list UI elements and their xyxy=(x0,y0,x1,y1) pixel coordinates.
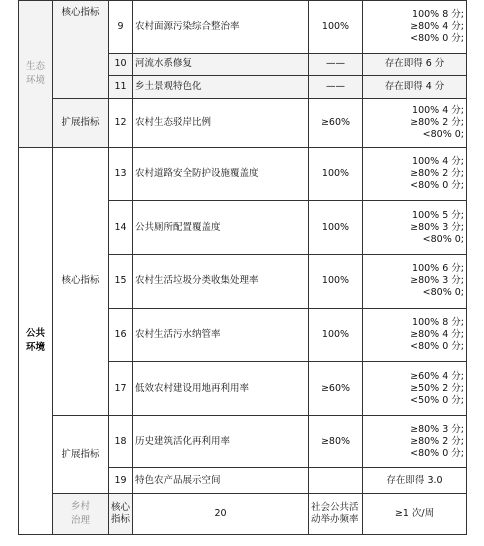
indicator-score: 100% 8 分; ≥80% 4 分; <80% 0 分; xyxy=(363,1,467,54)
indicator-score: 100% 5 分; ≥80% 3 分; <80% 0; xyxy=(363,201,467,255)
row-number: 19 xyxy=(109,468,133,494)
indicator-score: 存在即得 4 分 xyxy=(363,76,467,99)
indicator-target: —— xyxy=(309,76,363,99)
indicator-name: 历史建筑活化再利用率 xyxy=(133,415,309,468)
indicator-name: 农村生活垃圾分类收集处理率 xyxy=(133,255,309,309)
indicator-target: ≥80% xyxy=(309,415,363,468)
indicator-name: 农村面源污染综合整治率 xyxy=(133,1,309,54)
indicator-score: 100% 4 分; ≥80% 2 分; <80% 0 分; xyxy=(363,147,467,201)
table-row xyxy=(19,415,467,468)
indicator-target: 100% xyxy=(309,201,363,255)
indicator-name: 社会公共活动举办频率 xyxy=(309,494,363,535)
indicator-score: ≥80% 3 分; ≥80% 2 分; <80% 0 分; xyxy=(363,415,467,468)
row-number: 11 xyxy=(109,76,133,99)
indicator-name: 农村生态驳岸比例 xyxy=(133,98,309,147)
group-ext-public: 扩展指标 xyxy=(53,415,109,493)
row-number: 13 xyxy=(109,147,133,201)
row-number: 15 xyxy=(109,255,133,309)
indicator-score: 100% 4 分; ≥80% 2 分; <80% 0; xyxy=(363,98,467,147)
indicator-target: ≥60% xyxy=(309,98,363,147)
table-row xyxy=(19,147,467,201)
group-core-gov: 核心指标 xyxy=(109,494,133,535)
indicator-target: 100% xyxy=(309,308,363,362)
indicator-score: 100% 6 分; ≥80% 3 分; <80% 0; xyxy=(363,255,467,309)
indicator-table xyxy=(18,0,467,535)
table-row xyxy=(19,494,467,535)
dimension-eco: 生态环境 xyxy=(19,1,53,148)
indicator-target: 100% xyxy=(309,1,363,54)
indicator-name: 农村生活污水纳管率 xyxy=(133,308,309,362)
indicator-name: 低效农村建设用地再利用率 xyxy=(133,362,309,416)
table-row xyxy=(19,98,467,147)
row-number: 20 xyxy=(133,494,309,535)
indicator-name: 公共厕所配置覆盖度 xyxy=(133,201,309,255)
dimension-gov: 乡村治理 xyxy=(53,494,109,535)
table-row xyxy=(19,1,467,54)
indicator-score: 100% 8 分; ≥80% 4 分; <80% 0 分; xyxy=(363,308,467,362)
group-core-eco: 核心指标 xyxy=(53,1,109,99)
indicator-name: 特色农产品展示空间 xyxy=(133,468,309,494)
indicator-name: 乡土景观特色化 xyxy=(133,76,309,99)
indicator-target xyxy=(309,468,363,494)
indicator-target: ≥1 次/周 xyxy=(363,494,467,535)
row-number: 17 xyxy=(109,362,133,416)
indicator-score: 存在即得 3.0 xyxy=(363,468,467,494)
row-number: 16 xyxy=(109,308,133,362)
indicator-score: ≥60% 4 分; ≥50% 2 分; <50% 0 分; xyxy=(363,362,467,416)
group-core-public: 核心指标 xyxy=(53,147,109,415)
row-number: 10 xyxy=(109,53,133,76)
indicator-name: 河流水系修复 xyxy=(133,53,309,76)
indicator-target: 100% xyxy=(309,147,363,201)
indicator-target: 100% xyxy=(309,255,363,309)
indicator-target: —— xyxy=(309,53,363,76)
row-number: 18 xyxy=(109,415,133,468)
row-number: 12 xyxy=(109,98,133,147)
row-number: 14 xyxy=(109,201,133,255)
row-number: 9 xyxy=(109,1,133,54)
group-ext-eco: 扩展指标 xyxy=(53,98,109,147)
indicator-score: 存在即得 6 分 xyxy=(363,53,467,76)
indicator-name: 农村道路安全防护设施覆盖度 xyxy=(133,147,309,201)
indicator-target: ≥60% xyxy=(309,362,363,416)
dimension-public: 公共环境 xyxy=(19,147,53,534)
